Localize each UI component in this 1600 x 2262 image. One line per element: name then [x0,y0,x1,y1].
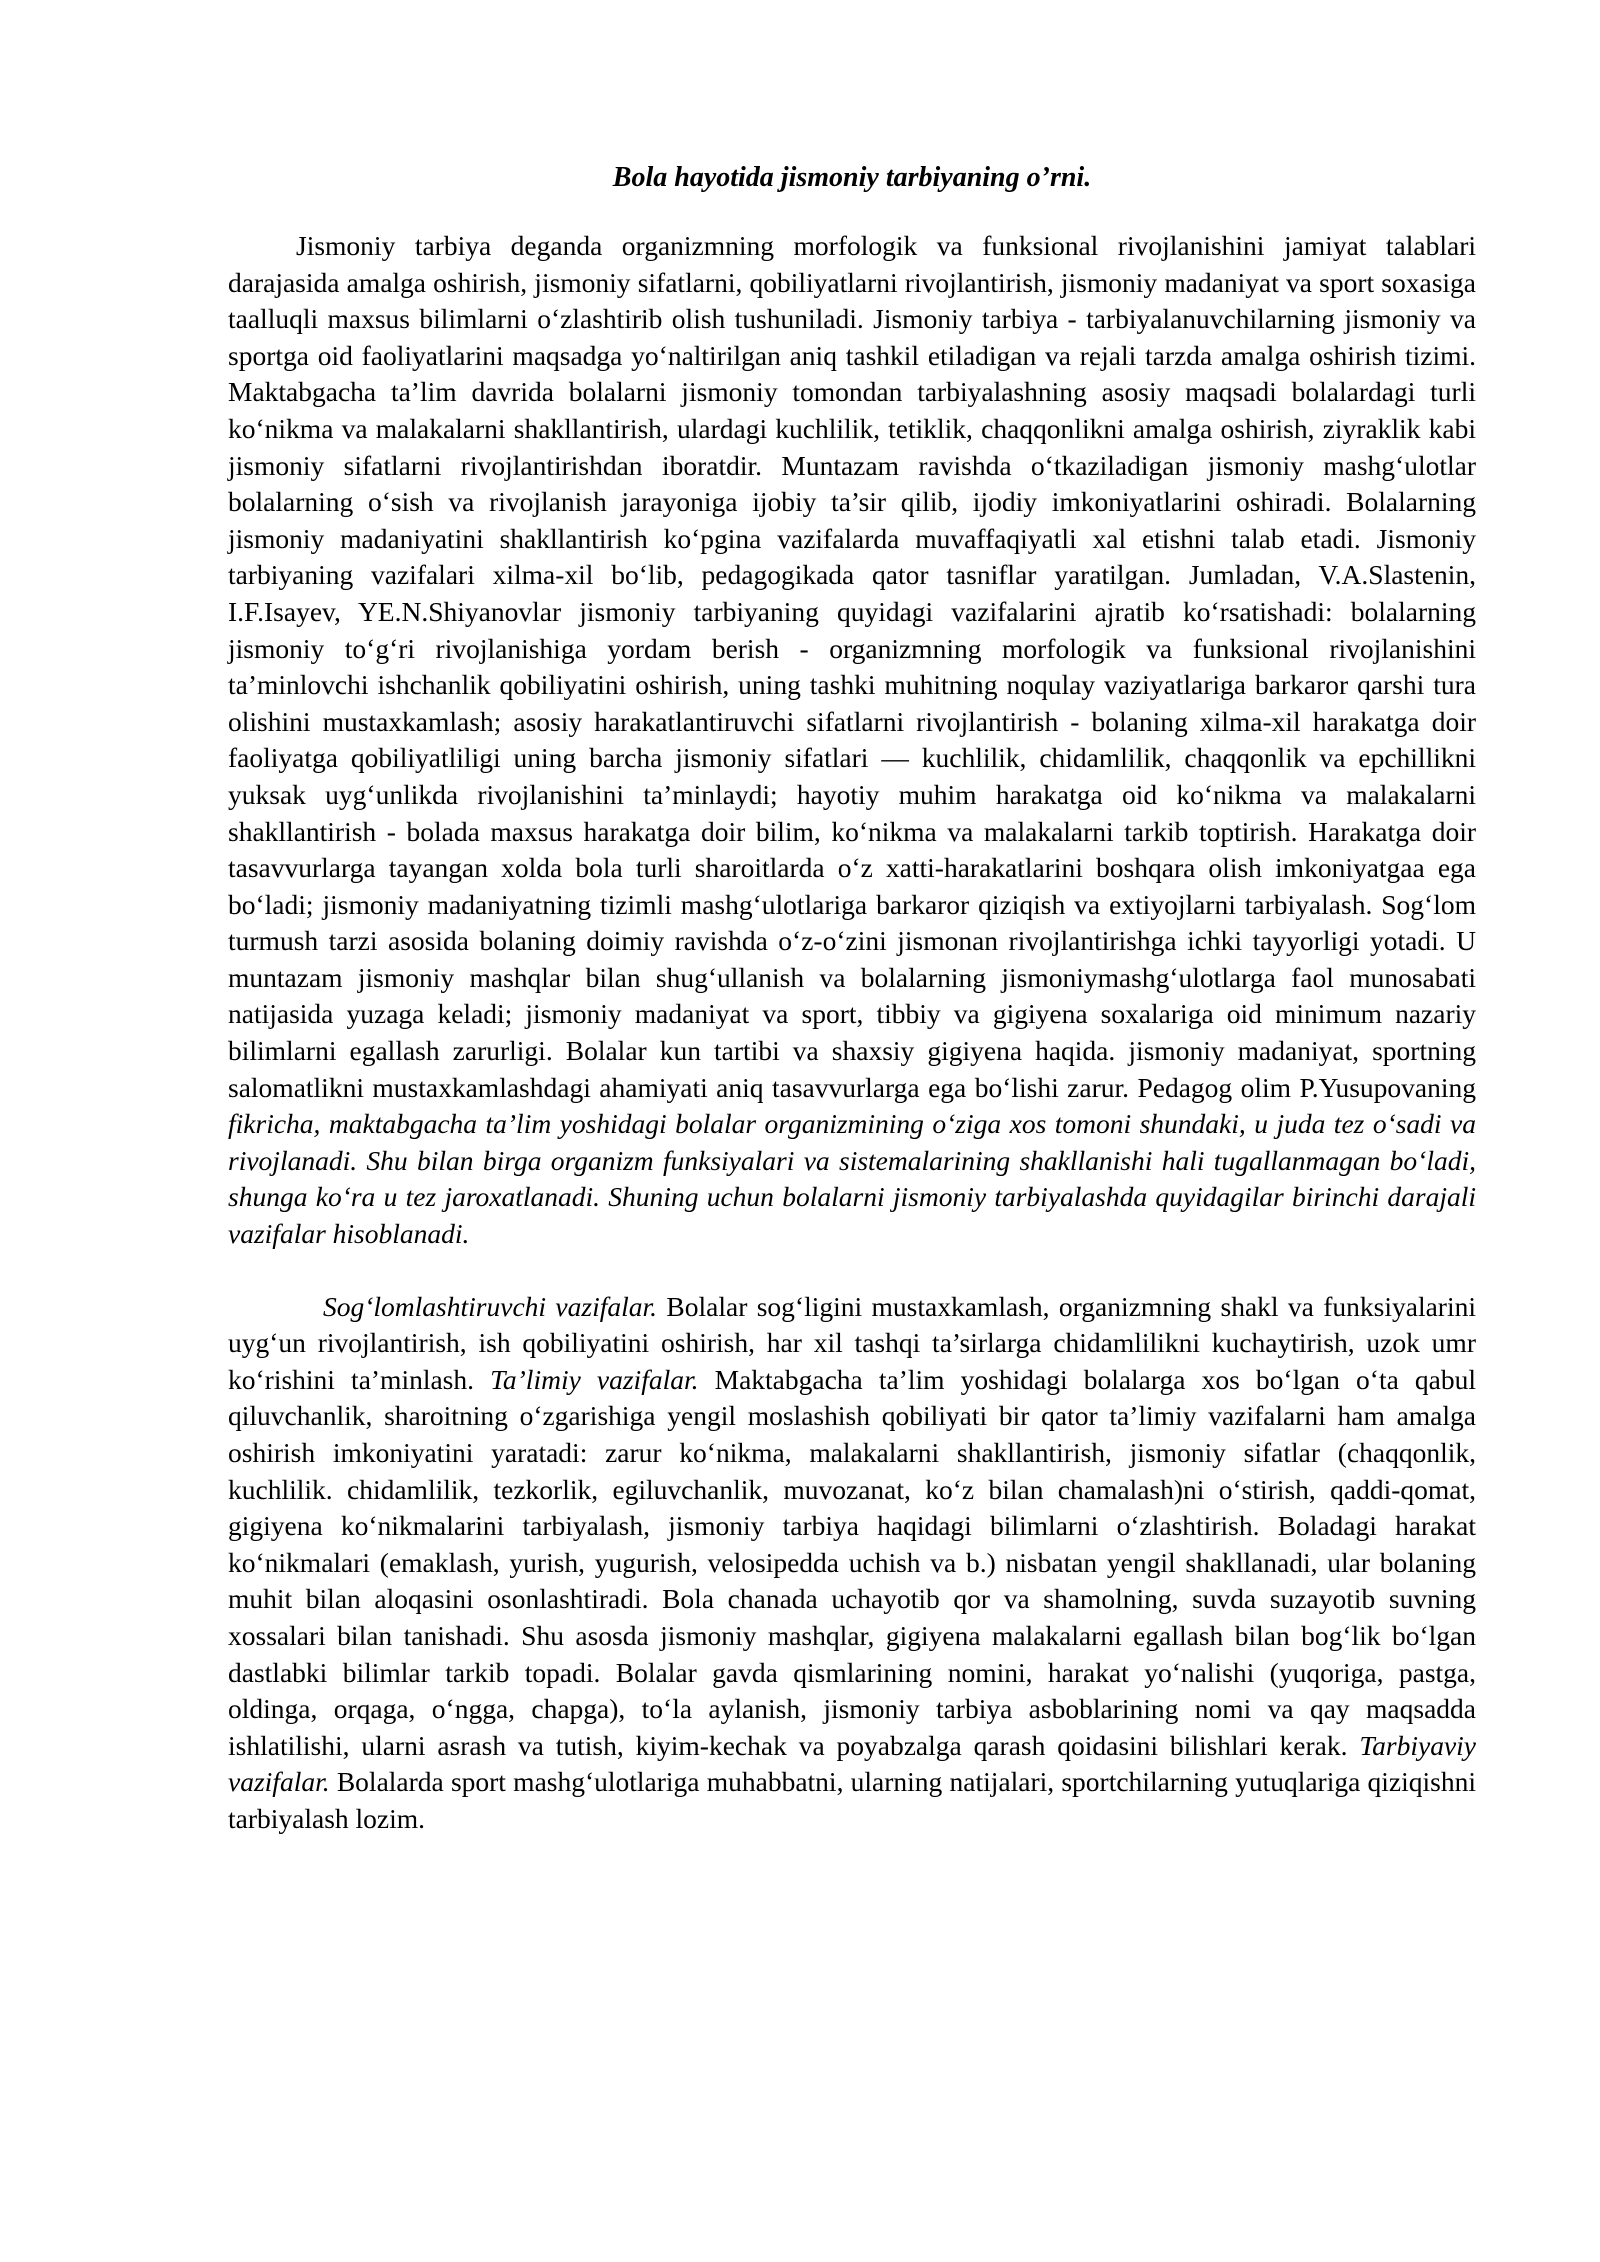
paragraph-intro [228,228,1476,1253]
upbringing-tasks-text: Bolalarda sport mashg‘ulotlariga muhabbatni, ularning natijalari, sportchilarning yutuqlariga qiziqishni tarbiyalash lozim. [228,1766,1476,1834]
document-page [228,160,1476,1838]
educational-tasks-text: Maktabgacha ta’lim yoshidagi bolalarga xos bo‘lgan o‘ta qabul qiluvchanlik, sharoitning o‘zgarishiga yengil moslashish qobiliyati bir qator ta’limiy vazifalarni ham amalga oshirish imkoniyatini yaratadi: zarur ko‘nikma, malakalarni shakllantirish, jismoniy sifatlar (chaqqonlik, kuchlilik. chidamlilik, tezkorlik, egiluvchanlik, muvozanat, ko‘z bilan chamalash)ni o‘stirish, qaddi-qomat, gigiyena ko‘nikmalarini tarbiyalash, jismoniy tarbiya haqidagi bilimlarni o‘zlashtirish. Boladagi harakat ko‘nikmalari (emaklash, yurish, yugurish, velosipedda uchish va b.) nisbatan yengil shakllanadi, ular bolaning muhit bilan aloqasini osonlashtiradi. Bola chanada uchayotib qor va shamolning, suvda suzayotib suvning xossalari bilan tanishadi. Shu asosda jismoniy mashqlar, gigiyena malakalarni egallash bilan bog‘lik bo‘lgan dastlabki bilimlar tarkib topadi. Bolalar gavda qismlarining nomini, harakat yo‘nalishi (yuqoriga, pastga, oldinga, orqaga, o‘ngga, chapga), to‘la aylanish, jismoniy tarbiya asboblarining nomi va qay maqsadda ishlatilishi, ularni asrash va tutish, kiyim-kechak va poyabzalga qarash qoidasini bilishlari kerak. [228,1363,1476,1761]
health-tasks-text: Bolalar sog‘ligini mustaxkamlash, organizmning shakl va funksiyalarini uyg‘un rivojlantirish, ish qobiliyatini oshirish, har xil tashqi ta’sirlarga chidamlilikni kuchaytirish, uzok umr ko‘rishini ta’minlash. [228,1290,1476,1395]
paragraph-intro-text: Jismoniy tarbiya deganda organizmning morfologik va funksional rivojlanishini jamiyat talablari darajasida amalga oshirish, jismoniy sifatlarni, qobiliyatlarni rivojlantirish, jismoniy madaniyat va sport soxasiga taalluqli maxsus bilimlarni o‘zlashtirib olish tushuniladi. Jismoniy tarbiya - tarbiyalanuvchilarning jismoniy va sportga oid faoliyatlarini maqsadga yo‘naltirilgan aniq tashkil etiladigan va rejali tarzda amalga oshirish tizimi. Maktabgacha ta’lim davrida bolalarni jismoniy tomondan tarbiyalashning asosiy maqsadi bolalardagi turli ko‘nikma va malakalarni shakllantirish, ulardagi kuchlilik, tetiklik, chaqqonlikni amalga oshirish, ziyraklik kabi jismoniy sifatlarni rivojlantirishdan iboratdir. Muntazam ravishda o‘tkaziladigan jismoniy mashg‘ulotlar bolalarning o‘sish va rivojlanish jarayoniga ijobiy ta’sir qilib, ijodiy imkoniyatlarini oshiradi. Bolalarning jismoniy madaniyatini shakllantirish ko‘pgina vazifalarda muvaffaqiyatli xal etishni talab etadi. Jismoniy tarbiyaning vazifalari xilma-xil bo‘lib, pedagogikada qator tasniflar yaratilgan. Jumladan, V.A.Slastenin, I.F.Isayev, YE.N.Shiyanovlar jismoniy tarbiyaning quyidagi vazifalarini ajratib ko‘rsatishadi: bolalarning jismoniy to‘g‘ri rivojlanishiga yordam berish - organizmning morfologik va funksional rivojlanishini ta’minlovchi ishchanlik qobiliyatini oshirish, uning tashki muhitning noqulay vaziyatlariga barkaror qarshi tura olishini mustaxkamlash; asosiy harakatlantiruvchi sifatlarni rivojlantirish - bolaning xilma-xil harakatga doir faoliyatga qobiliyatliligi uning barcha jismoniy sifatlari — kuchlilik, chidamlilik, chaqqonlik va epchillikni yuksak uyg‘unlikda rivojlanishini ta’minlaydi; hayotiy muhim harakatga oid ko‘nikma va malakalarni shakllantirish - bolada maxsus harakatga doir bilim, ko‘nikma va malakalarni tarkib toptirish. Harakatga doir tasavvurlarga tayangan xolda bola turli sharoitlarda o‘z xatti-harakatlarini boshqara olish imkoniyatgaa ega bo‘ladi; jismoniy madaniyatning tizimli mashg‘ulotlariga barkaror qiziqish va extiyojlarni tarbiyalash. Sog‘lom turmush tarzi asosida bolaning doimiy ravishda o‘z-o‘zini jismonan rivojlantirishga ichki tayyorligi yotadi. U muntazam jismoniy mashqlar bilan shug‘ullanish va bolalarning jismoniymashg‘ulotlarga faol munosabati natijasida yuzaga keladi; jismoniy madaniyat va sport, tibbiy va gigiyena soxalariga oid minimum nazariy bilimlarni egallash zarurligi. Bolalar kun tartibi va shaxsiy gigiyena haqida. jismoniy madaniyat, sportning salomatlikni mustaxkamlashdagi ahamiyati aniq tasavvurlarga ega bo‘lishi zarur. Pedagog olim P.Yusupovaning [228,230,1476,1103]
paragraph-tasks [228,1289,1476,1838]
educational-tasks-heading: Ta’limiy vazifalar. [490,1363,699,1395]
document-title: Bola hayotida jismoniy tarbiyaning o’rni. [612,162,1092,193]
paragraph-intro-italic-text: fikricha, maktabgacha ta’lim yoshidagi bolalar organizmining o‘ziga xos tomoni shundaki, u juda tez o‘sadi va rivojlanadi. Shu bilan birga organizm funksiyalari va sistemalarining shakllanishi hali tugallanmagan bo‘ladi, shunga ko‘ra u tez jaroxatlanadi. Shuning uchun bolalarni jismoniy tarbiyalashda quyidagilar birinchi darajali vazifalar hisoblanadi. [228,1108,1476,1250]
health-tasks-heading: Sog‘lomlashtiruvchi vazifalar. [323,1290,658,1322]
upbringing-tasks-heading: Tarbiyaviy vazifalar. [228,1729,1476,1798]
